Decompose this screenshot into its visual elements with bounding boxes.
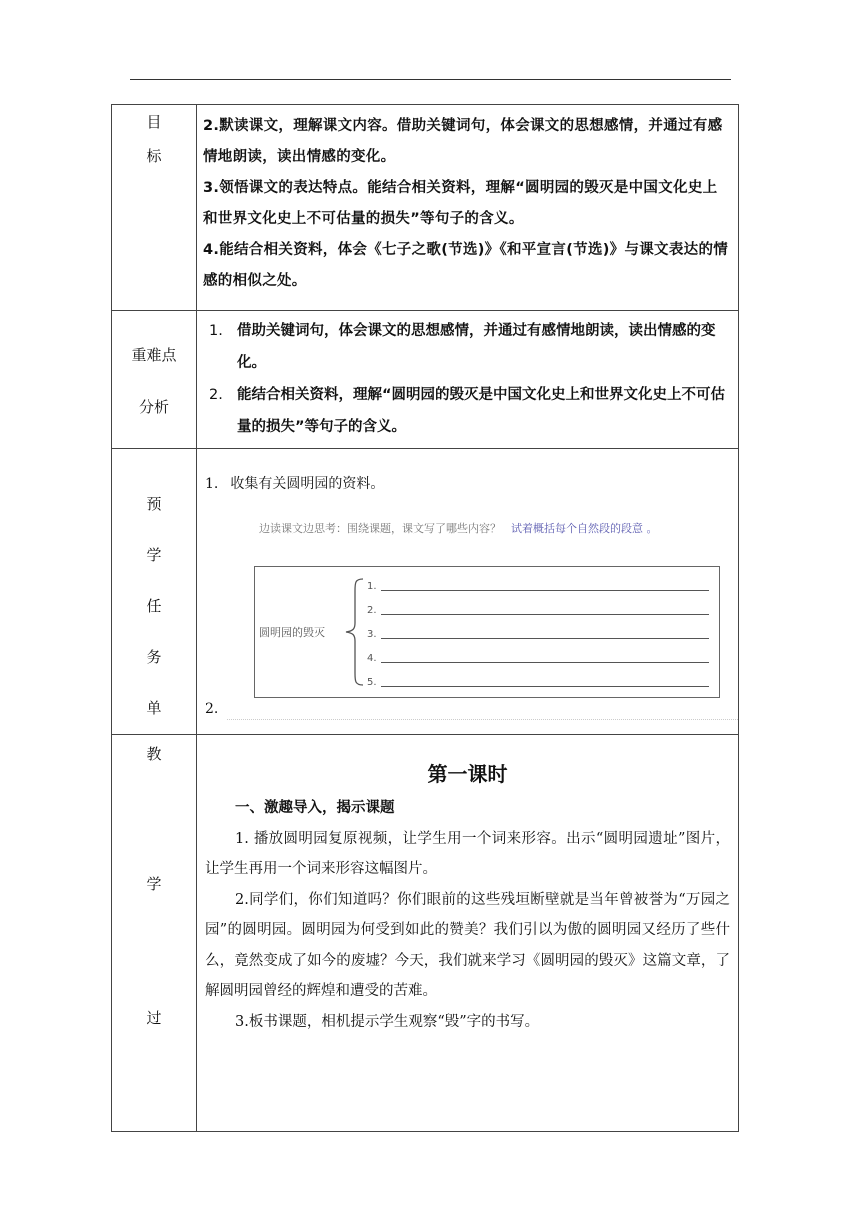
teaching-label-char: 过 — [146, 1009, 162, 1027]
goals-cell — [197, 105, 739, 311]
teaching-label — [112, 735, 197, 1132]
teaching-label-char: 学 — [146, 875, 162, 893]
preview-cell — [197, 449, 739, 735]
slot-number: 1. — [367, 581, 377, 592]
key-point-text: 能结合相关资料，理解“圆明园的毁灭是中国文化史上和世界文化史上不可估量的损失”等句子的含义。 — [237, 387, 726, 435]
worksheet-slot — [367, 671, 709, 689]
preview-task-2-number: 2. — [205, 701, 219, 717]
preview-label-char: 务 — [146, 648, 162, 666]
teaching-cell — [197, 735, 739, 1132]
worksheet-slot — [367, 599, 709, 617]
key-points-list — [203, 315, 732, 443]
worksheet-hint-accent: 试着概括每个自然段的段意 。 — [511, 522, 658, 535]
key-point-number: 2. — [209, 387, 223, 403]
preview-label-char: 预 — [146, 495, 162, 513]
teaching-paragraph: 3.板书课题，相机提示学生观察“毁”字的书写。 — [235, 1013, 540, 1030]
preview-label — [112, 449, 197, 735]
teaching-paragraph: 2.同学们，你们知道吗？你们眼前的这些残垣断壁就是当年曾被誉为“万园之园”的圆明园。圆明园为何受到如此的赞美？我们引以为傲的圆明园又经历了些什么，竟然变成了如今的废墟？今天，我们就来学习《圆明园的毁灭》这篇文章，了解圆明园曾经的辉煌和遭受的苦难。 — [205, 891, 730, 999]
key-points-cell — [197, 311, 739, 449]
preview-label-char: 任 — [146, 597, 162, 615]
goal-item: 2.默读课文，理解课文内容。借助关键词句，体会课文的思想感情，并通过有感情地朗读，读出情感的变化。 — [203, 118, 723, 165]
lesson-heading: 第一课时 — [427, 762, 508, 786]
slot-number: 2. — [367, 605, 377, 616]
key-points-label-line: 重难点 — [131, 346, 177, 364]
header-rule — [130, 79, 731, 80]
teaching-paragraph: 1. 播放圆明园复原视频，让学生用一个词来形容。出示“圆明园遗址”图片，让学生再用一个词来形容这幅图片。 — [205, 830, 730, 877]
worksheet-slot — [367, 575, 709, 593]
slot-number: 3. — [367, 629, 377, 640]
key-point-number: 1. — [209, 323, 223, 339]
section-heading: 一、激趣导入，揭示课题 — [235, 800, 395, 816]
key-point-item — [203, 379, 732, 443]
key-points-row — [112, 311, 739, 449]
goals-label-char: 目 — [146, 113, 162, 131]
goal-item: 4.能结合相关资料，体会《七子之歌(节选)》《和平宣言(节选)》与课文表达的情感的相似之处。 — [203, 242, 729, 289]
worksheet-diagram — [254, 566, 720, 698]
worksheet-slot — [367, 623, 709, 641]
worksheet-topic: 圆明园的毁灭 — [259, 626, 325, 639]
goals-row — [112, 105, 739, 311]
slot-number: 4. — [367, 653, 377, 664]
preview-task-text: 收集有关圆明园的资料。 — [230, 476, 385, 492]
preview-task-number: 1. — [205, 476, 219, 492]
worksheet-hint — [259, 520, 658, 536]
curly-brace-icon — [343, 577, 365, 687]
goals-label — [112, 105, 197, 311]
faint-divider — [227, 719, 738, 720]
preview-row — [112, 449, 739, 735]
lesson-plan-table — [111, 104, 739, 1132]
slot-number: 5. — [367, 677, 377, 688]
teaching-label-char: 教 — [146, 745, 162, 763]
goals-list — [197, 105, 738, 310]
worksheet-slot — [367, 647, 709, 665]
preview-label-char: 单 — [146, 699, 162, 717]
goals-label-char: 标 — [146, 147, 162, 165]
preview-task-1 — [205, 473, 384, 493]
preview-label-char: 学 — [146, 546, 162, 564]
goal-item: 3.领悟课文的表达特点。能结合相关资料，理解“圆明园的毁灭是中国文化史上和世界文化史上不可估量的损失”等句子的含义。 — [203, 180, 718, 227]
worksheet-hint-text: 边读课文边思考：围绕课题，课文写了哪些内容？ — [259, 522, 501, 535]
teaching-row — [112, 735, 739, 1132]
key-points-label-line: 分析 — [138, 398, 169, 416]
key-point-item — [203, 315, 732, 379]
key-points-label — [112, 311, 197, 449]
key-point-text: 借助关键词句，体会课文的思想感情，并通过有感情地朗读，读出情感的变化。 — [237, 323, 716, 371]
